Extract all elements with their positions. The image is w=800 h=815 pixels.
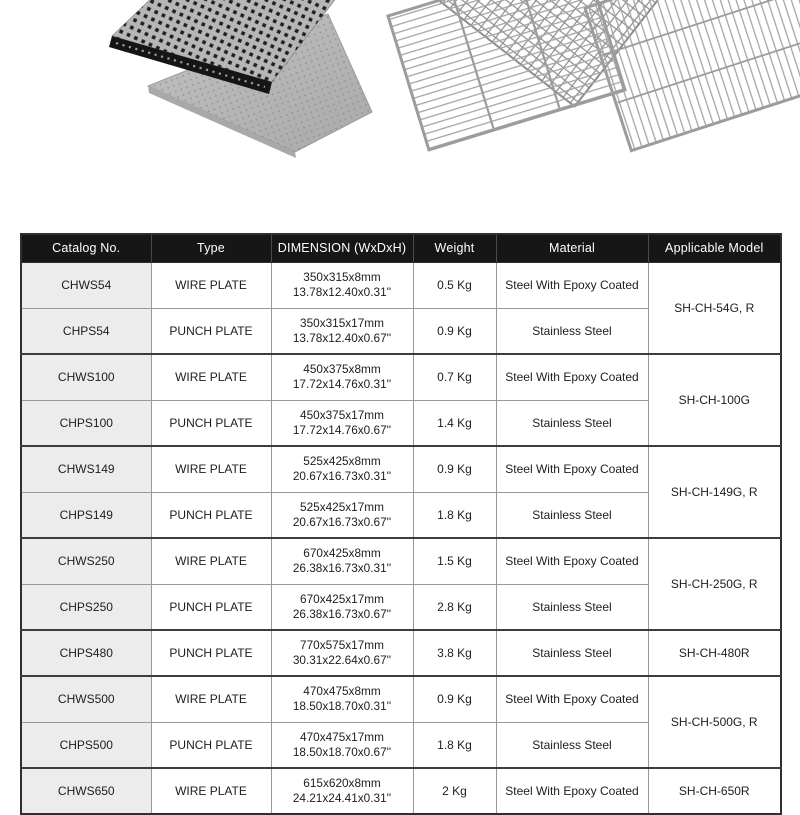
dimension-mm: 350x315x17mm — [300, 315, 384, 330]
type-cell: WIRE PLATE — [151, 354, 271, 400]
type-cell: WIRE PLATE — [151, 538, 271, 584]
wire-plates-photo — [388, 0, 800, 151]
material-cell: Stainless Steel — [496, 584, 648, 630]
weight-cell: 2 Kg — [413, 768, 496, 814]
model-cell: SH-CH-250G, R — [648, 538, 781, 630]
dimension-mm: 770x575x17mm — [300, 638, 384, 652]
weight-cell: 2.8 Kg — [413, 584, 496, 630]
dimension-inch: 13.78x12.40x0.31'' — [292, 285, 392, 299]
col-header-dimension: DIMENSION (WxDxH) — [271, 234, 413, 262]
material-cell: Steel With Epoxy Coated — [496, 262, 648, 308]
dimension-inch: 17.72x14.76x0.31'' — [292, 377, 392, 392]
table-header-row — [21, 234, 781, 262]
type-cell: WIRE PLATE — [151, 446, 271, 492]
dimension-inch: 17.72x14.76x0.67'' — [292, 422, 392, 437]
product-photos — [0, 0, 800, 175]
catalog-cell: CHWS650 — [21, 768, 151, 814]
table-row — [21, 538, 781, 584]
model-cell: SH-CH-149G, R — [648, 446, 781, 538]
table-row — [21, 446, 781, 492]
catalog-cell: CHPS250 — [21, 584, 151, 630]
dimension-cell — [271, 262, 413, 308]
model-cell: SH-CH-100G — [648, 354, 781, 446]
type-cell: PUNCH PLATE — [151, 630, 271, 676]
catalog-cell: CHWS100 — [21, 354, 151, 400]
col-header-weight: Weight — [413, 234, 496, 262]
dimension-mm: 350x315x8mm — [303, 270, 381, 284]
dimension-mm: 615x620x8mm — [303, 776, 381, 790]
dimension-inch: 18.50x18.70x0.31'' — [292, 699, 392, 714]
model-cell: SH-CH-54G, R — [648, 262, 781, 354]
weight-cell: 3.8 Kg — [413, 630, 496, 676]
dimension-cell — [271, 768, 413, 814]
dimension-inch: 20.67x16.73x0.67'' — [292, 514, 392, 529]
material-cell: Steel With Epoxy Coated — [496, 676, 648, 722]
dimension-inch: 24.21x24.41x0.31'' — [292, 791, 392, 805]
col-header-material: Material — [496, 234, 648, 262]
dimension-cell — [271, 722, 413, 768]
weight-cell: 1.4 Kg — [413, 400, 496, 446]
material-cell: Stainless Steel — [496, 630, 648, 676]
table-row — [21, 768, 781, 814]
material-cell: Steel With Epoxy Coated — [496, 538, 648, 584]
catalog-cell: CHWS250 — [21, 538, 151, 584]
dimension-inch: 18.50x18.70x0.67'' — [292, 744, 392, 759]
weight-cell: 1.5 Kg — [413, 538, 496, 584]
catalog-cell: CHWS54 — [21, 262, 151, 308]
type-cell: WIRE PLATE — [151, 768, 271, 814]
dimension-mm: 525x425x17mm — [300, 499, 384, 514]
material-cell: Steel With Epoxy Coated — [496, 768, 648, 814]
table-row — [21, 262, 781, 308]
type-cell: PUNCH PLATE — [151, 400, 271, 446]
type-cell: PUNCH PLATE — [151, 492, 271, 538]
type-cell: WIRE PLATE — [151, 262, 271, 308]
dimension-cell — [271, 492, 413, 538]
catalog-cell: CHPS149 — [21, 492, 151, 538]
dimension-cell — [271, 538, 413, 584]
dimension-inch: 30.31x22.64x0.67'' — [292, 653, 392, 667]
dimension-cell — [271, 308, 413, 354]
type-cell: PUNCH PLATE — [151, 308, 271, 354]
spec-table — [20, 233, 782, 815]
material-cell: Stainless Steel — [496, 492, 648, 538]
dimension-mm: 670x425x17mm — [300, 591, 384, 606]
dimension-mm: 470x475x17mm — [300, 729, 384, 744]
table-row — [21, 676, 781, 722]
material-cell: Steel With Epoxy Coated — [496, 354, 648, 400]
table-row — [21, 354, 781, 400]
catalog-cell: CHPS480 — [21, 630, 151, 676]
table-row — [21, 630, 781, 676]
col-header-applicable-model: Applicable Model — [648, 234, 781, 262]
dimension-mm: 470x475x8mm — [303, 684, 381, 699]
col-header-type: Type — [151, 234, 271, 262]
dimension-cell — [271, 676, 413, 722]
dimension-cell — [271, 400, 413, 446]
dimension-cell — [271, 584, 413, 630]
dimension-mm: 450x375x17mm — [300, 407, 384, 422]
weight-cell: 0.7 Kg — [413, 354, 496, 400]
catalog-cell: CHPS54 — [21, 308, 151, 354]
type-cell: PUNCH PLATE — [151, 722, 271, 768]
weight-cell: 1.8 Kg — [413, 722, 496, 768]
dimension-inch: 13.78x12.40x0.67'' — [292, 330, 392, 345]
col-header-catalog-no: Catalog No. — [21, 234, 151, 262]
dimension-mm: 670x425x8mm — [303, 546, 381, 561]
dimension-cell — [271, 630, 413, 676]
catalog-cell: CHPS100 — [21, 400, 151, 446]
weight-cell: 0.9 Kg — [413, 446, 496, 492]
catalog-cell: CHWS500 — [21, 676, 151, 722]
catalog-cell: CHWS149 — [21, 446, 151, 492]
weight-cell: 0.9 Kg — [413, 308, 496, 354]
catalog-cell: CHPS500 — [21, 722, 151, 768]
weight-cell: 1.8 Kg — [413, 492, 496, 538]
product-photos-illustration — [0, 0, 800, 175]
type-cell: PUNCH PLATE — [151, 584, 271, 630]
model-cell: SH-CH-500G, R — [648, 676, 781, 768]
punch-plates-photo — [109, 0, 372, 158]
model-cell: SH-CH-650R — [648, 768, 781, 814]
material-cell: Stainless Steel — [496, 308, 648, 354]
dimension-inch: 20.67x16.73x0.31'' — [292, 469, 392, 484]
weight-cell: 0.9 Kg — [413, 676, 496, 722]
weight-cell: 0.5 Kg — [413, 262, 496, 308]
dimension-cell — [271, 354, 413, 400]
material-cell: Steel With Epoxy Coated — [496, 446, 648, 492]
material-cell: Stainless Steel — [496, 400, 648, 446]
dimension-cell — [271, 446, 413, 492]
dimension-mm: 450x375x8mm — [303, 362, 381, 377]
dimension-inch: 26.38x16.73x0.67'' — [292, 606, 392, 621]
dimension-mm: 525x425x8mm — [303, 454, 381, 469]
dimension-inch: 26.38x16.73x0.31'' — [292, 561, 392, 576]
type-cell: WIRE PLATE — [151, 676, 271, 722]
material-cell: Stainless Steel — [496, 722, 648, 768]
model-cell: SH-CH-480R — [648, 630, 781, 676]
